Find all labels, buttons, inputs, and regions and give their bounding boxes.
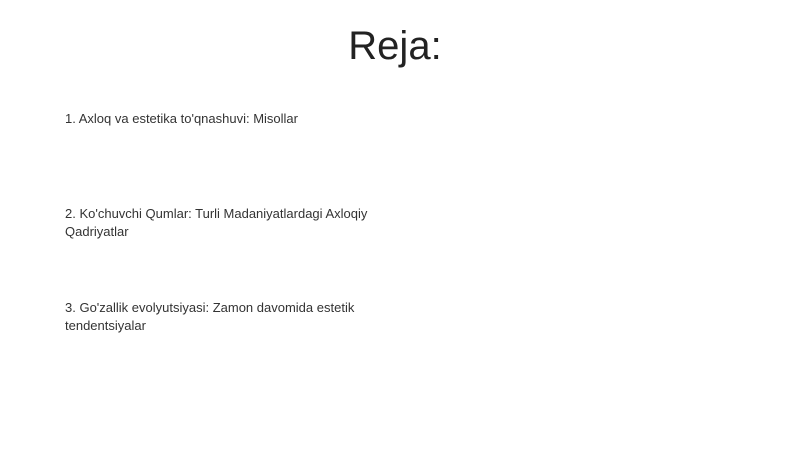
slide-title: Reja: — [348, 24, 442, 68]
plan-item-1: 1. Axloq va estetika to'qnashuvi: Misollar — [65, 111, 298, 126]
plan-item-2: 2. Ko'chuvchi Qumlar: Turli Madaniyatlardagi Axloqiy Qadriyatlar — [65, 206, 368, 239]
plan-item-3: 3. Go'zallik evolyutsiyasi: Zamon davomida estetik tendentsiyalar — [65, 300, 355, 333]
